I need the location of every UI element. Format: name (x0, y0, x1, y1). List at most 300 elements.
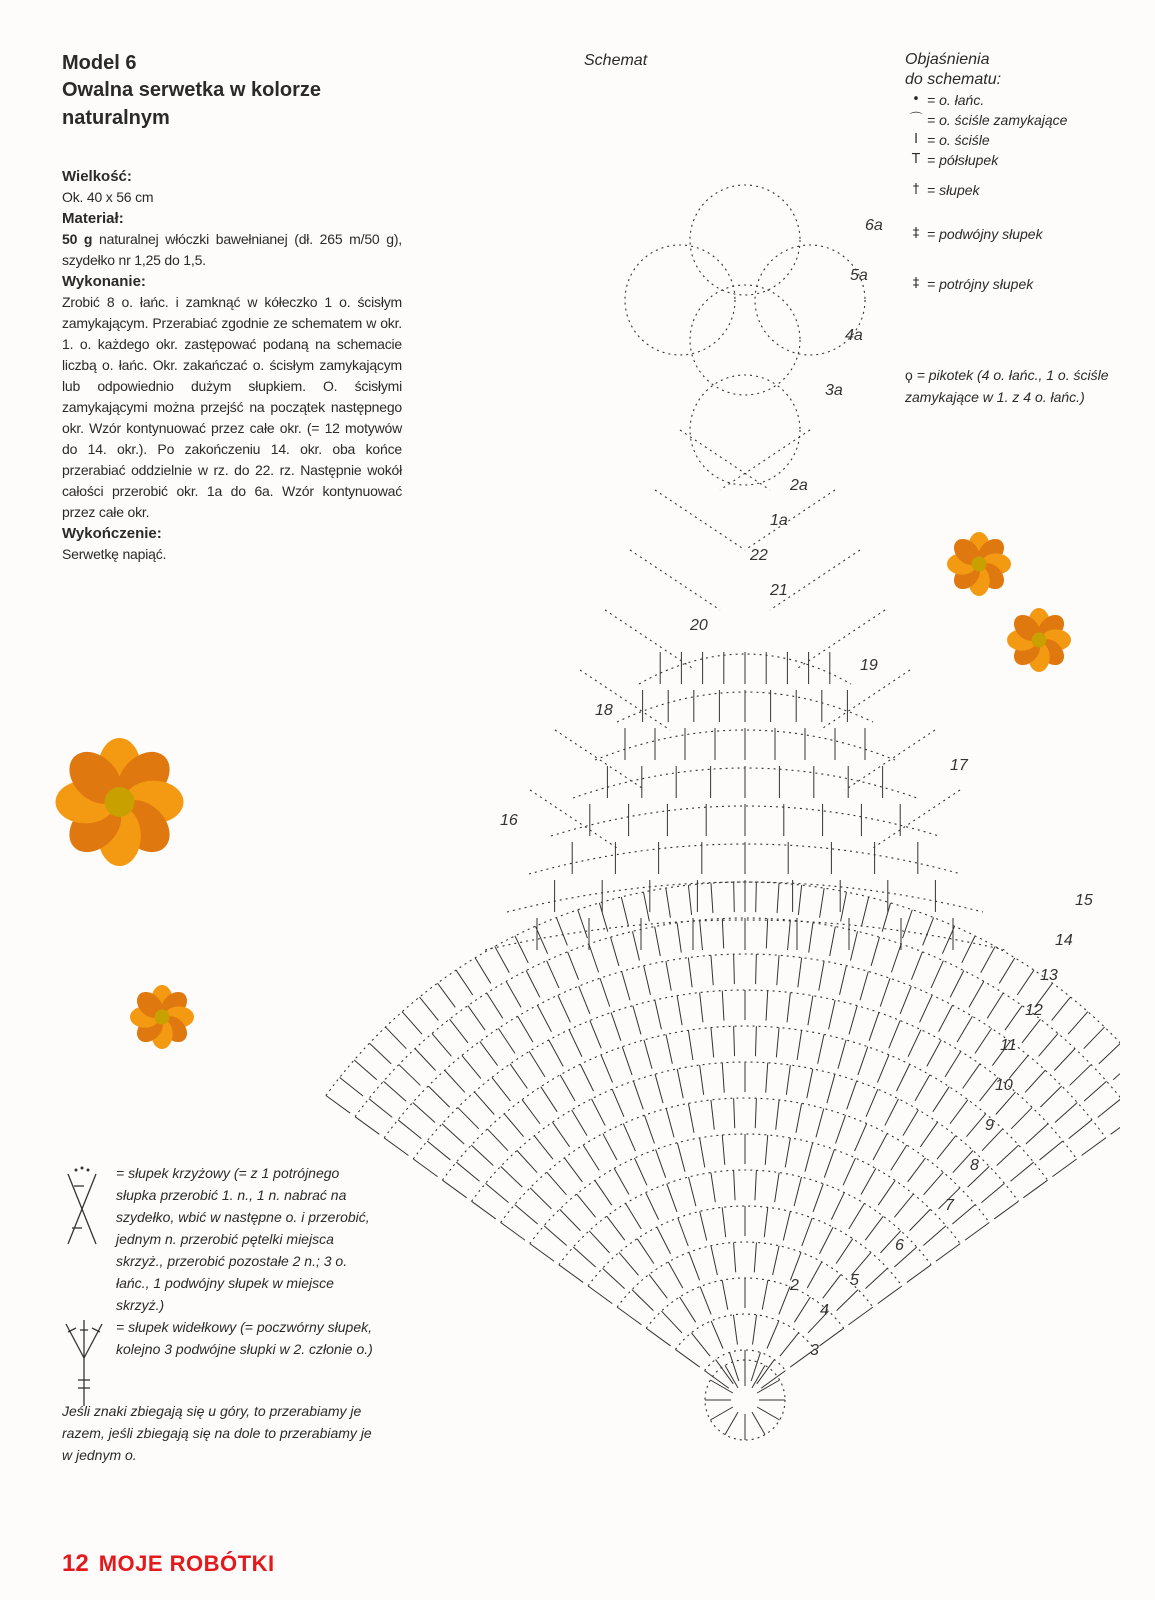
stitch-mark (579, 986, 590, 1014)
fork-stitch-icon (62, 1318, 106, 1408)
stitch-mark (1055, 1103, 1077, 1123)
row-arc (630, 550, 720, 610)
stitch-mark (1113, 1060, 1120, 1080)
stitch-mark (504, 1114, 523, 1137)
legend-item-double-treble: ‡ = podwójny słupek (905, 224, 1135, 244)
stitch-mark (808, 996, 813, 1026)
row-label: 9 (985, 1117, 994, 1134)
stitch-mark (766, 991, 768, 1021)
legend-item-slip: I = o. ściśle (905, 130, 1135, 150)
stitch-mark (711, 1246, 717, 1275)
stitch-mark (326, 1096, 350, 1114)
stitch-mark (617, 1307, 641, 1325)
stitch-mark (564, 1158, 582, 1182)
stitch-mark (766, 1063, 768, 1093)
stitch-mark (802, 1218, 812, 1246)
stitch-mark (515, 1205, 538, 1224)
material-label: Materiał: (62, 210, 124, 227)
stitch-mark (677, 1143, 685, 1172)
stitch-mark (777, 955, 779, 985)
stitch-mark (722, 991, 724, 1021)
stitch-mark (688, 958, 692, 988)
row-arc (770, 550, 860, 610)
row-label: 6 (895, 1237, 904, 1254)
stitch-mark (903, 1110, 918, 1136)
stitch-mark (711, 1100, 714, 1130)
stitch-mark (969, 981, 984, 1007)
motif-ring (690, 285, 800, 395)
row-arc (384, 954, 1106, 1138)
stitch-mark (796, 1103, 802, 1132)
stitch-mark (534, 1136, 553, 1159)
stitch-mark (722, 1135, 725, 1165)
stitch-mark (757, 1380, 780, 1393)
flower-image (1006, 608, 1072, 672)
stitch-mark (1084, 1081, 1107, 1101)
stitch-mark (589, 1231, 609, 1253)
stitch-mark (794, 1177, 801, 1206)
stitch-mark (981, 1183, 1004, 1202)
stitch-mark (644, 966, 651, 995)
stitch-mark (415, 1049, 436, 1071)
finishing-label: Wykończenie: (62, 525, 162, 542)
stitch-mark (945, 1051, 961, 1077)
stitch-mark (688, 1103, 694, 1132)
stitch-mark (866, 1089, 878, 1117)
stitch-mark (589, 944, 599, 972)
stitch-mark (644, 1115, 654, 1143)
stitch-mark (691, 1333, 710, 1356)
page-title: Owalna serwetka w kolorze naturalnym (62, 79, 321, 129)
stitch-mark (590, 1020, 601, 1048)
stitch-mark (711, 1028, 714, 1058)
stitch-mark (765, 1135, 768, 1165)
stitch-mark (878, 1180, 895, 1205)
stitch-mark (354, 1060, 377, 1080)
stitch-mark (788, 920, 791, 950)
stitch-mark (643, 892, 649, 921)
row-label: 8 (970, 1157, 979, 1174)
row-label: 7 (945, 1197, 954, 1214)
row-label: 18 (595, 702, 613, 719)
stitch-mark (722, 1207, 726, 1237)
stitch-mark (777, 883, 779, 913)
stitch-mark (599, 903, 607, 932)
stitch-mark (667, 1184, 677, 1212)
material-amount: 50 g (62, 231, 93, 247)
stitch-mark (666, 1108, 674, 1137)
stitch-mark (882, 903, 890, 932)
stitch-mark (515, 936, 528, 963)
stitch-mark (549, 1040, 563, 1066)
stitch-mark (843, 1158, 855, 1185)
stitch-mark (700, 920, 703, 950)
picot-text: = pikotek (4 o. łańc., 1 o. ściśle zamykające w 1. z 4 o. łańc.) (905, 367, 1109, 405)
flower-image (52, 738, 187, 866)
stitch-mark (725, 1412, 738, 1435)
stitch-mark (824, 1149, 834, 1177)
stitch-mark (688, 1030, 693, 1060)
stitch-mark (829, 1000, 836, 1029)
row-label: 10 (995, 1077, 1013, 1094)
stitch-mark (420, 997, 439, 1020)
stitch-mark (474, 1092, 494, 1115)
stitch-mark (807, 1262, 822, 1288)
stitch-mark (766, 919, 767, 949)
model-number: Model 6 (62, 52, 137, 74)
stitch-mark (655, 927, 661, 956)
stitch-mark (437, 983, 455, 1007)
stitch-mark (385, 1027, 406, 1049)
stitch-mark (767, 1321, 779, 1349)
stitch-mark (544, 1226, 567, 1246)
row-arc (745, 490, 835, 550)
stitch-mark (458, 1107, 479, 1128)
stitch-mark (492, 1077, 511, 1101)
footer (62, 1550, 275, 1578)
legend-title-2: do schematu: (905, 71, 1002, 88)
diagram-title: Schemat (584, 52, 648, 69)
stitch-mark (517, 1151, 537, 1173)
stitch-mark (818, 1034, 824, 1063)
stitch-mark (837, 1290, 858, 1311)
stitch-mark (865, 1216, 883, 1240)
stitch-mark (677, 996, 682, 1026)
stitch-mark (873, 1134, 887, 1160)
stitch-mark (600, 978, 610, 1006)
stitch-mark (775, 1173, 779, 1203)
stitch-mark (384, 1138, 408, 1156)
stitch-mark (785, 1138, 790, 1168)
stitch-mark (849, 1203, 865, 1229)
stitch-mark (722, 919, 723, 949)
stitch-mark (891, 1145, 907, 1170)
stitch-mark (632, 931, 639, 960)
stitch-mark (1026, 1124, 1048, 1144)
stitch-mark (966, 1114, 985, 1137)
stitch-mark (903, 910, 913, 938)
stitch-mark (963, 1064, 980, 1089)
stitch-mark (996, 1092, 1016, 1115)
stitch-mark (908, 1030, 921, 1057)
stitch-mark (569, 1030, 582, 1057)
triple-treble-symbol-icon: ‡ (912, 276, 920, 291)
stitch-mark (601, 1055, 613, 1083)
stitch-mark (1023, 1180, 1047, 1198)
stitch-mark (450, 1019, 468, 1043)
stitch-mark (560, 1075, 575, 1101)
stitch-mark (836, 1239, 853, 1264)
stitch-mark (827, 1074, 835, 1103)
final-note: Jeśli znaki zbiegają się u góry, to przerabiamy je razem, jeśli zbiegają się na dole to przerabiamy je w jednym o. (62, 1403, 372, 1463)
legend-item-triple-treble: ‡ = potrójny słupek (905, 274, 1135, 294)
stitch-mark (725, 1365, 738, 1388)
stitch-mark (805, 1143, 813, 1172)
stitch-mark (776, 1028, 779, 1058)
stitch-mark (612, 1089, 624, 1117)
row-label: 19 (860, 657, 878, 674)
stitch-mark (820, 888, 825, 918)
stitch-mark (577, 1194, 596, 1217)
stitch-mark (840, 966, 847, 995)
stitch-mark (816, 1108, 824, 1137)
material-description: naturalnej włóczki bawełnianej (dł. 265 m/50 g), szydełko nr 1,25 do 1,5. (62, 231, 402, 268)
stitch-mark (987, 993, 1003, 1018)
stitch-mark (633, 1081, 643, 1109)
stitch-mark (1070, 1065, 1092, 1086)
stitch-mark (646, 1328, 670, 1346)
stitch-mark (757, 1407, 780, 1420)
stitch-mark (518, 1016, 533, 1042)
stitch-mark (649, 1274, 667, 1298)
row-label: 15 (1075, 892, 1093, 909)
stitch-mark (798, 885, 801, 915)
stitch-mark (923, 1226, 946, 1246)
stitch-mark (666, 961, 671, 991)
stitch-mark (633, 1006, 641, 1035)
stitch-mark (580, 1064, 593, 1091)
stitch-mark (819, 1328, 843, 1346)
stitch-mark (560, 1209, 581, 1231)
stitch-mark (678, 1218, 688, 1246)
stitch-mark (819, 961, 824, 991)
stitch-mark (889, 1020, 900, 1048)
cross-stitch-note: = słupek krzyżowy (= z 1 potrójnego słupka przerobić 1. n., 1 n. nabrać na szydełko, wbić w następne o. i przerobić, jednym n. przerobić pętelki miejsca skrzyż., przerobić pozostałe 2 n.; 3 o. łańc., 1 podwójny słupek w miejsce skrzyż.) (62, 1162, 382, 1316)
stitch-mark (526, 971, 540, 998)
stitch-mark (807, 1069, 813, 1098)
stitch-mark (501, 1166, 523, 1187)
stitch-mark (547, 1172, 567, 1195)
stitch-mark (626, 1203, 642, 1229)
stitch-mark (1009, 1055, 1028, 1078)
stitch-mark (666, 888, 671, 918)
stitch-mark (920, 1122, 937, 1147)
stitch-mark (399, 1065, 421, 1086)
stitch-mark (838, 1040, 846, 1069)
stitch-mark (1025, 1070, 1045, 1092)
stitch-mark (1052, 997, 1071, 1020)
stitch-mark (981, 946, 995, 972)
motif-ring (625, 245, 735, 355)
row-label: 17 (950, 757, 968, 774)
stitch-mark (915, 1075, 930, 1101)
stitch-mark (894, 1194, 913, 1217)
stitch-mark (952, 1205, 975, 1224)
stitch-mark (1084, 1027, 1105, 1049)
stitch-mark (637, 1239, 654, 1264)
stitch-mark (700, 1287, 711, 1315)
stitch-mark (734, 1242, 736, 1272)
stitch-mark (668, 1262, 683, 1288)
stitch-mark (933, 1087, 949, 1112)
row-label: 16 (500, 812, 518, 829)
stitch-mark (896, 1064, 909, 1091)
slip-symbol-icon: I (914, 132, 918, 147)
stitch-mark (700, 1211, 707, 1240)
stitch-mark (860, 971, 868, 1000)
stitch-notes (62, 1162, 382, 1466)
stitch-mark (1039, 1033, 1058, 1056)
stitch-mark (756, 954, 757, 984)
stitch-mark (931, 961, 943, 988)
stitch-mark (911, 952, 922, 980)
stitch-mark (355, 1117, 379, 1135)
stitch-mark (755, 1026, 756, 1056)
stitch-mark (621, 897, 628, 926)
row-label: 20 (690, 617, 708, 634)
stitch-mark (965, 1222, 989, 1240)
stitch-mark (578, 910, 588, 938)
stitch-mark (779, 1287, 790, 1315)
stitch-mark (734, 954, 735, 984)
stitch-mark (498, 1028, 515, 1053)
stitch-mark (677, 923, 681, 953)
stitch-mark (762, 1280, 768, 1309)
stitch-mark (632, 1290, 653, 1311)
row-label: 4 (820, 1302, 829, 1319)
stitch-mark (1040, 1141, 1063, 1160)
stitch-mark (751, 1352, 760, 1381)
stitch-mark (755, 1098, 756, 1128)
stitch-mark (442, 1124, 464, 1144)
flower-center (1032, 633, 1047, 648)
row-arc (820, 670, 910, 730)
row-label: 2a (790, 477, 808, 494)
stitch-mark (468, 1006, 485, 1031)
stitch-mark (689, 1177, 696, 1206)
size-value: Ok. 40 x 56 cm (62, 189, 154, 205)
stitch-mark (572, 1110, 587, 1136)
slip-closing-symbol-icon: ⌒ (909, 112, 923, 127)
motif-ring (690, 375, 800, 485)
stitch-mark (689, 1252, 700, 1280)
stitch-mark (1069, 1120, 1092, 1139)
stitch-mark (861, 1168, 876, 1194)
row-label: 3 (810, 1342, 819, 1359)
stitch-mark (700, 1138, 705, 1168)
motif-ring (690, 185, 800, 295)
flower-center (105, 787, 135, 817)
row-label: 22 (750, 547, 768, 564)
stitch-mark (1005, 1006, 1022, 1031)
stitch-mark (456, 970, 473, 995)
stitch-mark (907, 1265, 931, 1283)
stitch-mark (752, 1412, 765, 1435)
stitch-mark (710, 1407, 733, 1420)
stitch-mark (1099, 1043, 1120, 1064)
stitch-mark (1111, 1117, 1120, 1135)
legend-item-chain: • = o. łańc. (905, 90, 1135, 110)
stitch-mark (909, 1209, 930, 1231)
stitch-mark (603, 1268, 625, 1288)
stitch-mark (487, 1129, 508, 1151)
stitch-mark (939, 1005, 953, 1032)
legend-item-slip-closing: ⌒ = o. ściśle zamykające (905, 110, 1135, 130)
stitch-mark (510, 1064, 527, 1089)
stitch-mark (849, 1307, 873, 1325)
stitch-mark (950, 1100, 968, 1124)
stitch-mark (754, 1242, 756, 1272)
stitch-mark (851, 931, 858, 960)
stitch-mark (753, 1315, 757, 1345)
stitch-mark (730, 1352, 739, 1381)
stitch-mark (462, 1055, 481, 1078)
stitch-mark (1017, 970, 1034, 995)
stitch-mark (340, 1077, 363, 1096)
half-treble-symbol-icon: T (912, 152, 920, 167)
row-label: 1a (770, 512, 788, 529)
stitch-mark (530, 1188, 551, 1209)
stitch-mark (398, 1120, 421, 1139)
stitch-mark (900, 986, 911, 1014)
stitch-mark (428, 1086, 449, 1107)
row-label: 5a (850, 267, 868, 284)
flower-image (944, 532, 1014, 596)
stitch-mark (413, 1159, 437, 1177)
stitch-mark (529, 1051, 545, 1077)
stitch-mark (657, 1227, 671, 1254)
stitch-mark (680, 1297, 696, 1322)
stitch-mark (865, 1268, 887, 1288)
stitch-mark (1011, 1162, 1034, 1181)
row-arc (555, 730, 645, 790)
stitch-mark (722, 1280, 728, 1309)
row-arc (655, 490, 745, 550)
stitch-mark (1054, 1049, 1075, 1071)
flower-center (155, 1010, 170, 1025)
stitch-mark (855, 1124, 867, 1151)
stitch-mark (783, 1211, 790, 1240)
stitch-mark (568, 952, 579, 980)
stitch-mark (734, 1098, 735, 1128)
stitch-mark (622, 971, 630, 1000)
stitch-mark (711, 955, 713, 985)
stitch-mark (809, 923, 813, 953)
stitch-mark (764, 1207, 768, 1237)
stitch-mark (885, 1099, 899, 1126)
stitch-mark (997, 1145, 1019, 1165)
stitch-mark (456, 1162, 479, 1181)
execution-text: Zrobić 8 o. łańc. i zamknąć w kółeczko 1 o. ścisłym zamykającym. Przerabiać zgodnie ze schematem w okr. 1. o. każdego okr. zastępować podaną na schemacie liczbą o. łańc. Okr. zakańczać o. ścisłym zamykającym lub odpowiednio dużym słupkiem. O. ścisłymi zamykającymi można przejść na początek następnego okr. Wzór kontynuować przez całe okr. (= 12 motywów do 14. okr.). Po zakończeniu 14. okr. oba końce przerabiać oddzielnie w rz. do 22. rz. Następnie wokół całości przerobić okr. 1a do 6a. Wzór kontynuować przez całe okr. (62, 294, 402, 520)
stitch-mark (798, 958, 802, 988)
row-arc (870, 790, 960, 850)
cross-stitch-icon (62, 1164, 102, 1254)
stitch-mark (646, 1193, 659, 1220)
row-arc (845, 730, 935, 790)
row-label: 6a (865, 217, 883, 234)
stitch-mark (655, 1000, 662, 1029)
row-arc (675, 1314, 814, 1349)
stitch-mark (402, 1012, 422, 1034)
stitch-mark (734, 1026, 735, 1056)
stitch-mark (847, 1081, 857, 1109)
row-label: 21 (770, 582, 788, 599)
stitch-mark (794, 1297, 810, 1322)
stitch-mark (923, 918, 934, 946)
stitch-mark (537, 1005, 551, 1032)
stitch-mark (559, 1265, 583, 1283)
stitch-mark (1040, 1086, 1061, 1107)
stitch-mark (607, 1216, 625, 1240)
row-label: 13 (1040, 967, 1058, 984)
row-arc (580, 670, 670, 730)
treble-symbol-icon: † (912, 182, 920, 197)
stitch-mark (547, 961, 559, 988)
stitch-mark (558, 995, 571, 1022)
row-label: 14 (1055, 932, 1073, 949)
magazine-brand: MOJE ROBÓTKI (98, 1551, 275, 1576)
row-label: 5 (850, 1272, 859, 1289)
